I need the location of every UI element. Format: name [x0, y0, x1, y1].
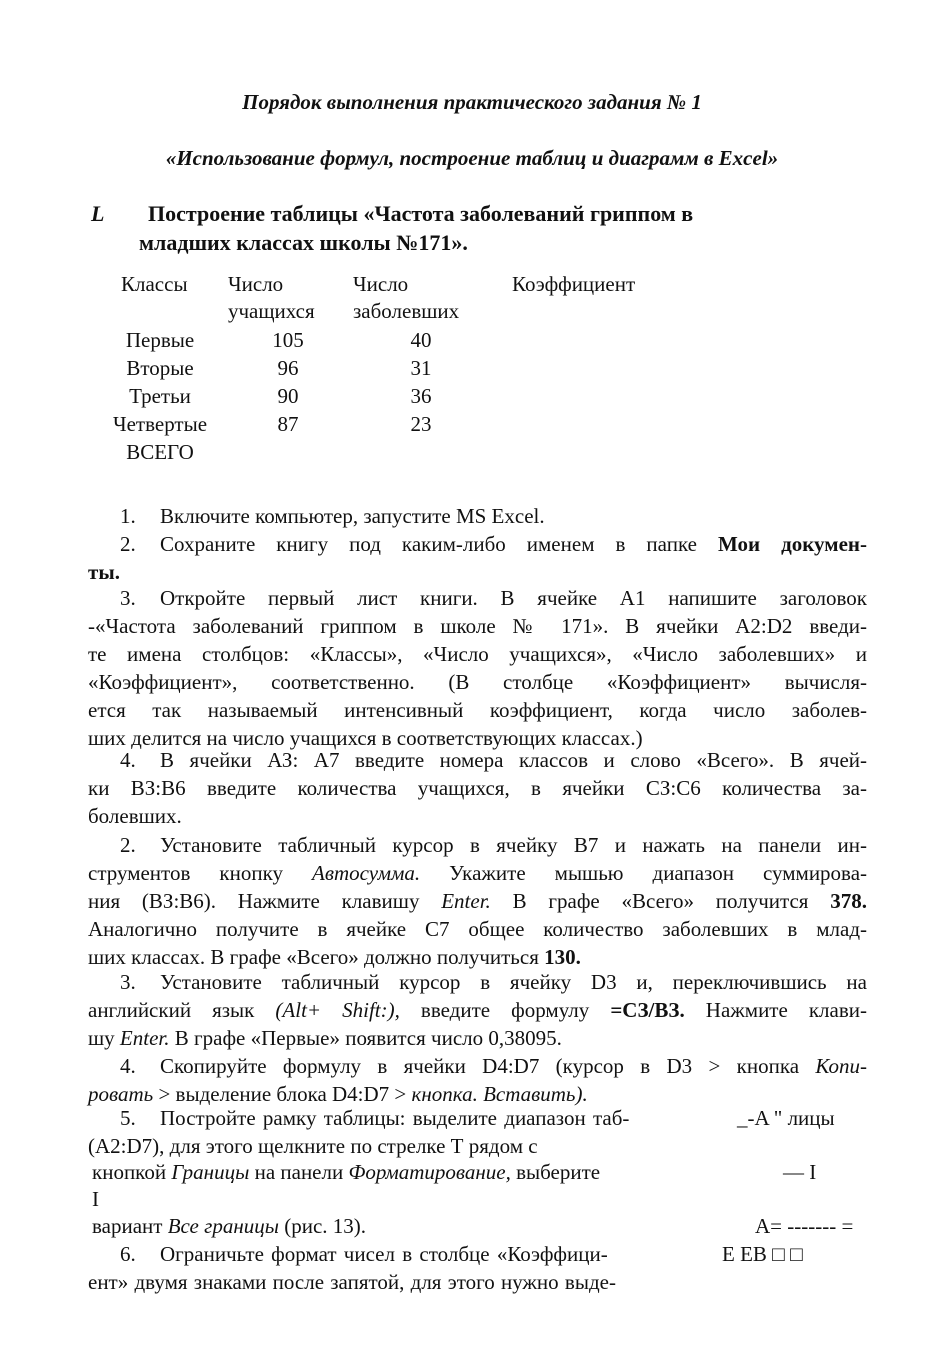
table-header-students-1: Число	[228, 272, 284, 296]
step-line: ки ВЗ:В6 введите количества учащихся, в ячейки СЗ:С6 количества за-	[88, 776, 867, 800]
step-line: ния (ВЗ:В6). Нажмите клавишу Enter. В графе «Всего» получится 378.	[88, 889, 867, 913]
table-cell: 87	[277, 412, 299, 436]
step-line: -«Частота заболеваний гриппом в школе № 171». В ячейки A2:D2 введи-	[88, 614, 867, 638]
table-cell: 90	[277, 384, 299, 408]
step-line: ровать > выделение блока D4:D7 > кнопка. Вставить).	[88, 1082, 588, 1106]
step-number: 4.	[120, 748, 136, 772]
step-number: 6.	[120, 1242, 136, 1266]
step-line: Сохраните книгу под каким-либо именем в папке Мои докумен-	[160, 532, 867, 556]
step-7	[88, 1052, 867, 1108]
table-header-coefficient: Коэффициент	[512, 272, 636, 296]
step-line: Установите табличный курсор в ячейку D3 и, переключившись на	[160, 970, 867, 994]
section-heading-line2: младших классах школы №171».	[139, 230, 468, 255]
step-line: (A2:D7), для этого щелкните по стрелке Т рядом с	[88, 1134, 538, 1158]
step-number: 5.	[120, 1106, 136, 1130]
step-line: английский язык (Alt+ Shift:), введите формулу =СЗ/ВЗ. Нажмите клави-	[88, 998, 867, 1022]
step-number: 2.	[120, 532, 136, 556]
section-heading-line1: Построение таблицы «Частота заболеваний гриппом в	[148, 201, 694, 226]
step-line: шу Enter. В графе «Первые» появится число 0,38095.	[88, 1026, 562, 1050]
step-line: В ячейки АЗ: А7 введите номера классов и слово «Всего». В ячей-	[160, 748, 867, 772]
step-line: те имена столбцов: «Классы», «Число учащихся», «Число заболевших» и	[88, 642, 867, 666]
step-line: ется так называемый интенсивный коэффициент, когда число заболев-	[88, 698, 867, 722]
table-header-classes: Классы	[121, 272, 188, 296]
step-line: вариант Все границы (рис. 13).	[92, 1214, 367, 1238]
table-cell: 23	[410, 412, 432, 436]
step-line: кнопкой Границы на панели Форматирование, выберите	[92, 1160, 601, 1184]
step-line: ших делится на число учащихся в соответствующих классах.)	[88, 726, 643, 750]
step-6	[88, 968, 867, 1052]
table-cell: Вторые	[126, 356, 194, 380]
table-cell: 105	[272, 328, 304, 352]
step-5	[88, 831, 867, 971]
borders-figure-fragment: — I	[783, 1160, 817, 1184]
step-line: Аналогично получите в ячейке С7 общее количество заболевших в млад-	[88, 917, 867, 941]
borders-figure-fragment: Е ЕВ □ □	[722, 1242, 803, 1266]
step-number: 4.	[120, 1054, 136, 1078]
page-title: Порядок выполнения практического задания № 1	[242, 90, 702, 114]
step-line: Установите табличный курсор в ячейку В7 и нажать на панели ин-	[160, 833, 867, 857]
step-line: Скопируйте формулу в ячейки D4:D7 (курсор в D3 > кнопка Копи-	[160, 1054, 867, 1078]
step-number: 3.	[120, 970, 136, 994]
page-subtitle: «Использование формул, построение таблиц и диаграмм в Excel»	[165, 146, 779, 170]
table-header-sick-1: Число	[353, 272, 409, 296]
step-line: Откройте первый лист книги. В ячейке А1 напишите заголовок	[160, 586, 867, 610]
step-line: болевших.	[88, 804, 182, 828]
step-line: ент» двумя знаками после запятой, для этого нужно выде-	[88, 1270, 616, 1294]
table-cell: 36	[410, 384, 432, 408]
step-line: I	[92, 1187, 99, 1211]
table-header-sick-2: заболевших	[353, 299, 460, 323]
step-line: Постройте рамку таблицы: выделите диапазон таб-	[160, 1106, 630, 1130]
section-marker: L	[91, 201, 105, 226]
step-text: Включите компьютер, запустите MS Excel.	[160, 504, 545, 528]
step-line: «Коэффициент», соответственно. (В столбце «Коэффициент» вычисля-	[88, 670, 867, 694]
step-number: 3.	[120, 586, 136, 610]
step-1	[88, 502, 867, 530]
table-cell: Четвертые	[112, 412, 208, 436]
step-line: ты.	[88, 560, 120, 584]
step-4	[88, 746, 867, 830]
table-cell: 96	[277, 356, 299, 380]
step-2	[88, 530, 867, 586]
step-3	[88, 584, 867, 752]
table-cell: 40	[410, 328, 432, 352]
step-line: струментов кнопку Автосумма. Укажите мышью диапазон суммирова-	[88, 861, 868, 885]
table-header-students-2: учащихся	[228, 299, 315, 323]
step-line: ших классах. В графе «Всего» должно получиться 130.	[88, 945, 581, 969]
borders-figure-fragment: A= ------- =	[755, 1214, 854, 1238]
table-cell: 31	[410, 356, 432, 380]
step-line: Ограничьте формат чисел в столбце «Коэффици-	[160, 1242, 608, 1266]
step-number: 2.	[120, 833, 136, 857]
table-cell: ВСЕГО	[126, 440, 194, 464]
table-cell: Третьи	[129, 384, 191, 408]
table-cell: Первые	[125, 328, 195, 352]
borders-figure-fragment: _-A " лицы	[737, 1106, 835, 1130]
step-number: 1.	[120, 504, 136, 528]
